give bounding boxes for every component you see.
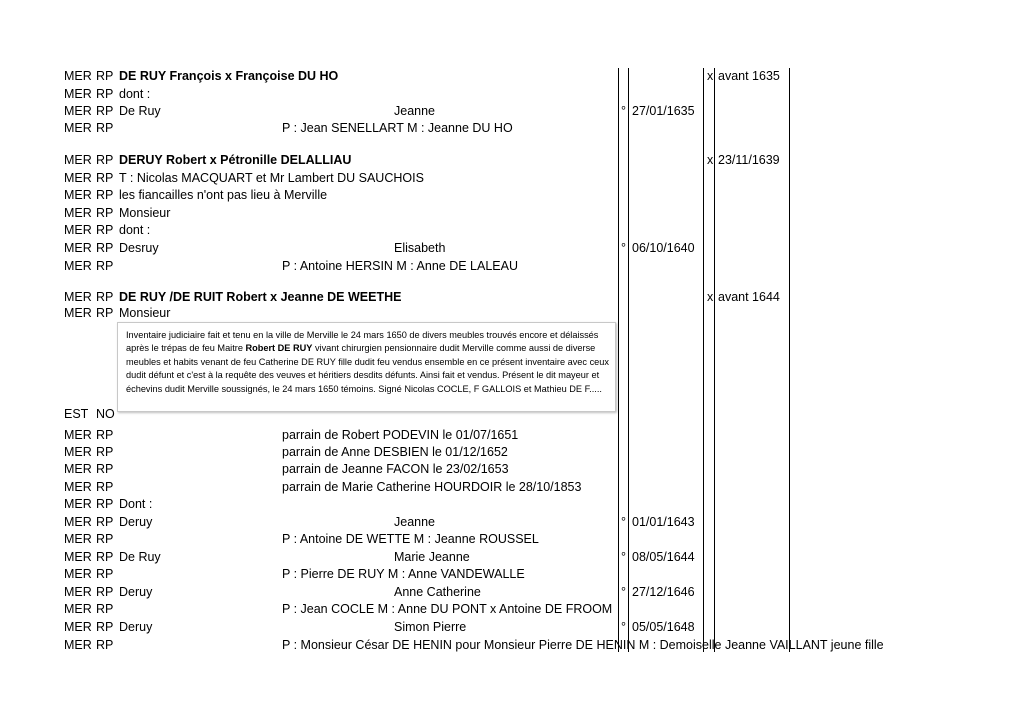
source-code: MER [64,241,92,255]
godparents: P : Pierre DE RUY M : Anne VANDEWALLE [282,567,525,581]
register-row [0,68,1024,85]
source-code: MER [64,87,92,101]
source-code: MER [64,532,92,546]
surname-or-text: les fiancailles n'ont pas lieu à Merville [119,188,328,202]
first-name: Jeanne [394,104,436,118]
record-type: RP [96,290,114,304]
marriage-symbol: x [707,69,714,83]
source-code: MER [64,462,92,476]
record-type: RP [96,121,114,135]
source-code: MER [64,445,92,459]
register-row [0,305,1024,322]
register-row [0,496,1024,513]
godparents: P : Antoine DE WETTE M : Jeanne ROUSSEL [282,532,539,546]
surname-or-text: Deruy [119,585,153,599]
record-type: RP [96,69,114,83]
godparents: P : Monsieur César DE HENIN pour Monsieur Pierre DE HENIN M : Demoiselle Jeanne VAILLANT jeune fille [282,638,884,652]
surname-or-text: DE RUY François x Françoise DU HO [119,69,339,83]
record-type: RP [96,532,114,546]
event-symbol: ° [621,104,626,118]
source-code: MER [64,480,92,494]
first-name: Simon Pierre [394,620,467,634]
record-type: RP [96,87,114,101]
event-date: 05/05/1648 [632,620,695,634]
record-type: RP [96,171,114,185]
record-type: RP [96,550,114,564]
record-type: RP [96,638,114,652]
record-type: RP [96,188,114,202]
inventory-comment-note [117,322,616,412]
record-type: RP [96,306,114,320]
source-code: MER [64,223,92,237]
event-symbol: ° [621,241,626,255]
record-type: RP [96,480,114,494]
godparents: P : Jean COCLE M : Anne DU PONT x Antoine DE FROOM [282,602,613,616]
surname-or-text: De Ruy [119,550,161,564]
register-row [0,619,1024,636]
register-row [0,170,1024,187]
event-symbol: ° [621,585,626,599]
register-row [0,444,1024,461]
record-type: RP [96,602,114,616]
source-code: MER [64,515,92,529]
event-date: 01/01/1643 [632,515,695,529]
event-symbol: ° [621,620,626,634]
surname-or-text: Deruy [119,620,153,634]
source-code: MER [64,602,92,616]
surname-or-text: Deruy [119,515,153,529]
source-code: MER [64,638,92,652]
source-code: MER [64,188,92,202]
first-name: Elisabeth [394,241,446,255]
record-type: RP [96,241,114,255]
surname-or-text: DERUY Robert x Pétronille DELALLIAU [119,153,352,167]
surname-or-text: DE RUY /DE RUIT Robert x Jeanne DE WEETHE [119,290,402,304]
first-name: Marie Jeanne [394,550,470,564]
surname-or-text: Monsieur [119,306,171,320]
register-row [0,205,1024,222]
register-row [0,427,1024,444]
register-row [0,240,1024,257]
source-code: MER [64,585,92,599]
marriage-date: 23/11/1639 [718,153,780,167]
event-date: 08/05/1644 [632,550,695,564]
source-code: MER [64,567,92,581]
register-row [0,258,1024,275]
register-row [0,601,1024,618]
surname-or-text: Monsieur [119,206,171,220]
register-row [0,103,1024,120]
source-code: MER [64,206,92,220]
record-type: RP [96,585,114,599]
register-row [0,479,1024,496]
source-code: MER [64,550,92,564]
godparents: parrain de Jeanne FACON le 23/02/1653 [282,462,509,476]
source-code: EST [64,407,89,421]
event-symbol: ° [621,515,626,529]
source-code: MER [64,259,92,273]
surname-or-text: dont : [119,223,151,237]
register-row [0,152,1024,169]
godparents: P : Antoine HERSIN M : Anne DE LALEAU [282,259,518,273]
record-type: RP [96,567,114,581]
register-row [0,289,1024,306]
record-type: NO [96,407,115,421]
register-row [0,86,1024,103]
register-row [0,120,1024,137]
source-code: MER [64,121,92,135]
record-type: RP [96,223,114,237]
source-code: MER [64,290,92,304]
record-type: RP [96,259,114,273]
register-row [0,222,1024,239]
source-code: MER [64,104,92,118]
source-code: MER [64,620,92,634]
record-type: RP [96,104,114,118]
record-type: RP [96,515,114,529]
source-code: MER [64,153,92,167]
source-code: MER [64,171,92,185]
event-date: 06/10/1640 [632,241,695,255]
register-row [0,461,1024,478]
godparents: parrain de Marie Catherine HOURDOIR le 28/10/1853 [282,480,582,494]
record-type: RP [96,206,114,220]
marriage-date: avant 1644 [718,290,780,304]
surname-or-text: T : Nicolas MACQUART et Mr Lambert DU SAUCHOIS [119,171,424,185]
source-code: MER [64,306,92,320]
record-type: RP [96,445,114,459]
godparents: parrain de Anne DESBIEN le 01/12/1652 [282,445,508,459]
godparents: parrain de Robert PODEVIN le 01/07/1651 [282,428,519,442]
register-row [0,531,1024,548]
surname-or-text: Desruy [119,241,159,255]
surname-or-text: De Ruy [119,104,161,118]
record-type: RP [96,620,114,634]
event-date: 27/12/1646 [632,585,695,599]
register-row [0,566,1024,583]
event-date: 27/01/1635 [632,104,695,118]
source-code: MER [64,69,92,83]
record-type: RP [96,153,114,167]
surname-or-text: dont : [119,87,151,101]
first-name: Anne Catherine [394,585,481,599]
note-text-after: vivant chirurgien pensionnaire dudit Merville comme aussi de diverse meubles et habits venant de feu Catherine DE RUY fille dudit feu vendus ensemble en ce présent inventaire avec ceux dudit défunt et c'est à la requête des veuves et héritiers desdits défunts. Ainsi fait et vendus. Présent le dit mayeur et échevins dudit Merville soussignés, le 24 mars 1650 témoins. Signé Nicolas COCLE, F GALLOIS et Mathieu DE F..... [126,343,609,394]
surname-or-text: Dont : [119,497,153,511]
event-symbol: ° [621,550,626,564]
register-row [0,187,1024,204]
record-type: RP [96,462,114,476]
note-text-bold: Robert DE RUY [245,343,313,354]
register-row [0,549,1024,566]
record-type: RP [96,497,114,511]
register-row [0,584,1024,601]
source-code: MER [64,497,92,511]
marriage-symbol: x [707,153,714,167]
register-row [0,514,1024,531]
marriage-date: avant 1635 [718,69,780,83]
note-text-before: Inventaire judiciaire fait et tenu en la ville de Merville le 24 mars 1650 de divers meubles trouvés encore et délaissés après le trépas de feu Maitre [126,330,599,354]
register-row [0,637,1024,654]
source-code: MER [64,428,92,442]
first-name: Jeanne [394,515,436,529]
godparents: P : Jean SENELLART M : Jeanne DU HO [282,121,513,135]
marriage-symbol: x [707,290,714,304]
record-type: RP [96,428,114,442]
